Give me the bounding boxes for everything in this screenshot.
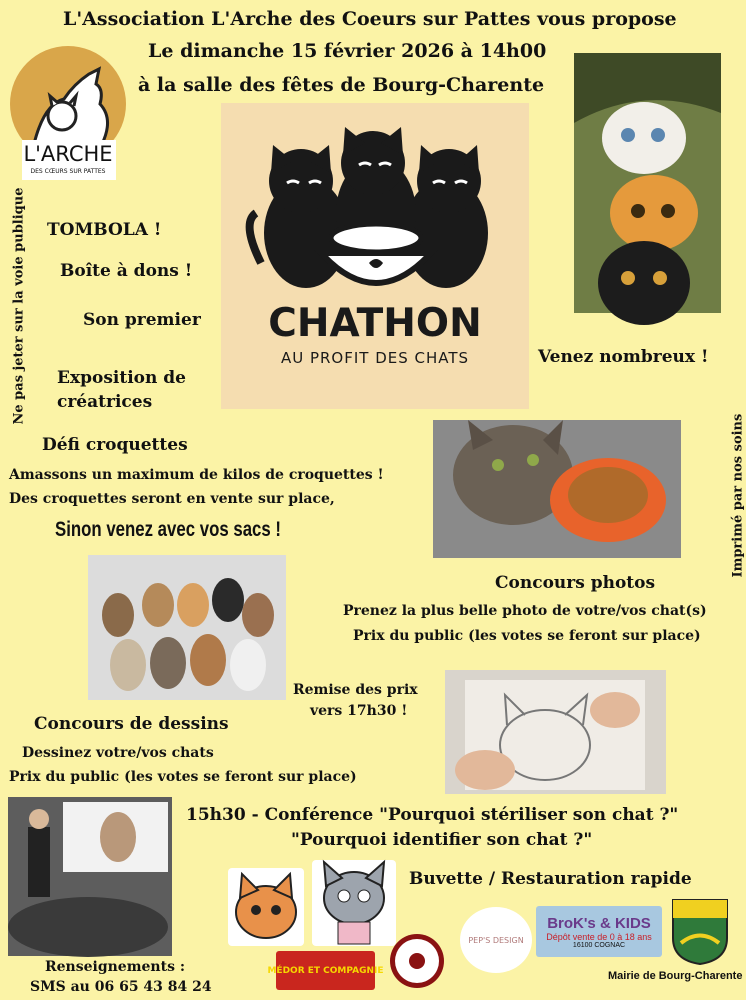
mairie-coat-of-arms — [671, 898, 729, 966]
three-cats-icon — [221, 103, 529, 303]
header-line-2: Le dimanche 15 février 2026 à 14h00 — [148, 40, 547, 62]
photos-contest-line-2: Prix du public (les votes se feront sur place) — [353, 628, 701, 644]
sponsor-peps — [460, 907, 532, 973]
logo-name: L'ARCHE — [23, 142, 113, 166]
conference-line-1: 15h30 - Conférence "Pourquoi stériliser son chat ?" — [186, 805, 679, 825]
logo-subtitle: DES CŒURS SUR PATTES — [30, 168, 106, 175]
contact-line-2: SMS au 06 65 43 84 24 — [30, 979, 212, 995]
side-note-right: Imprimé par nos soins — [730, 413, 746, 578]
drawing-image — [445, 670, 666, 794]
sponsor-medor — [267, 951, 384, 990]
header-line-1: L'Association L'Arche des Coeurs sur Pattes vous propose — [63, 8, 677, 30]
cats-group-image — [88, 555, 286, 700]
side-note-left: Ne pas jeter sur la voie publique — [11, 187, 27, 425]
mairie-text: Mairie de Bourg-Charente — [608, 970, 743, 982]
sponsor-broks-title: BroK's & KIDS — [547, 914, 651, 932]
conference-line-2: "Pourquoi identifier son chat ?" — [291, 830, 593, 850]
defi-title: Défi croquettes — [42, 435, 188, 455]
dessins-line-2: Prix du public (les votes se feront sur place) — [9, 769, 357, 785]
chathon-poster — [221, 103, 529, 409]
dessins-line-1: Dessinez votre/vos chats — [22, 745, 214, 761]
defi-line-2: Des croquettes seront en vente sur place, — [9, 491, 335, 507]
cartoon-cat-grey — [312, 860, 396, 946]
drawing-photo — [445, 670, 666, 794]
conference-image — [8, 797, 172, 956]
remise-line-1: Remise des prix — [293, 682, 418, 698]
photos-contest-title: Concours photos — [495, 573, 656, 593]
tombola-text: TOMBOLA ! — [47, 220, 162, 240]
kittens-image — [574, 53, 721, 313]
sponsor-broks-line-3: 16100 COGNAC — [572, 941, 626, 949]
cartoon-cat-orange-icon — [228, 868, 304, 946]
venez-nombreux-text: Venez nombreux ! — [538, 347, 709, 367]
sponsor-round-logo — [390, 934, 444, 988]
arche-logo — [4, 44, 132, 184]
cat-eating-image — [433, 420, 681, 558]
defi-line-1: Amassons un maximum de kilos de croquettes ! — [9, 467, 384, 483]
poster-subtitle: AU PROFIT DES CHATS — [280, 349, 470, 367]
boite-text: Boîte à dons ! — [60, 261, 193, 281]
conference-photo — [8, 797, 172, 956]
cartoon-cat-orange — [228, 868, 304, 946]
kittens-photo — [574, 53, 721, 313]
sponsor-broks-line-2: Dépôt vente de 0 à 18 ans — [546, 931, 652, 942]
defi-line-3: Sinon venez avec vos sacs ! — [55, 518, 281, 541]
cats-group-photo — [88, 555, 286, 700]
buvette-text: Buvette / Restauration rapide — [409, 869, 692, 889]
coat-of-arms-icon — [671, 898, 729, 966]
sponsor-broks — [536, 906, 662, 957]
sponsor-round-icon — [390, 934, 444, 988]
dessins-title: Concours de dessins — [34, 714, 229, 734]
remise-line-2: vers 17h30 ! — [310, 703, 408, 719]
sponsor-peps-text: PEP'S DESIGN — [468, 935, 524, 945]
header-line-3: à la salle des fêtes de Bourg-Charente — [138, 74, 545, 96]
son-premier-text: Son premier — [83, 310, 201, 330]
expo-line-2: créatrices — [57, 392, 153, 412]
photos-contest-line-1: Prenez la plus belle photo de votre/vos chat(s) — [343, 603, 707, 619]
contact-line-1: Renseignements : — [45, 959, 185, 975]
cartoon-cat-grey-icon — [312, 860, 396, 946]
sponsor-medor-text: MÉDOR ET COMPAGNIE — [267, 965, 384, 976]
poster-title: CHATHON — [268, 301, 482, 346]
cat-eating-photo — [433, 420, 681, 558]
expo-line-1: Exposition de — [57, 368, 186, 388]
